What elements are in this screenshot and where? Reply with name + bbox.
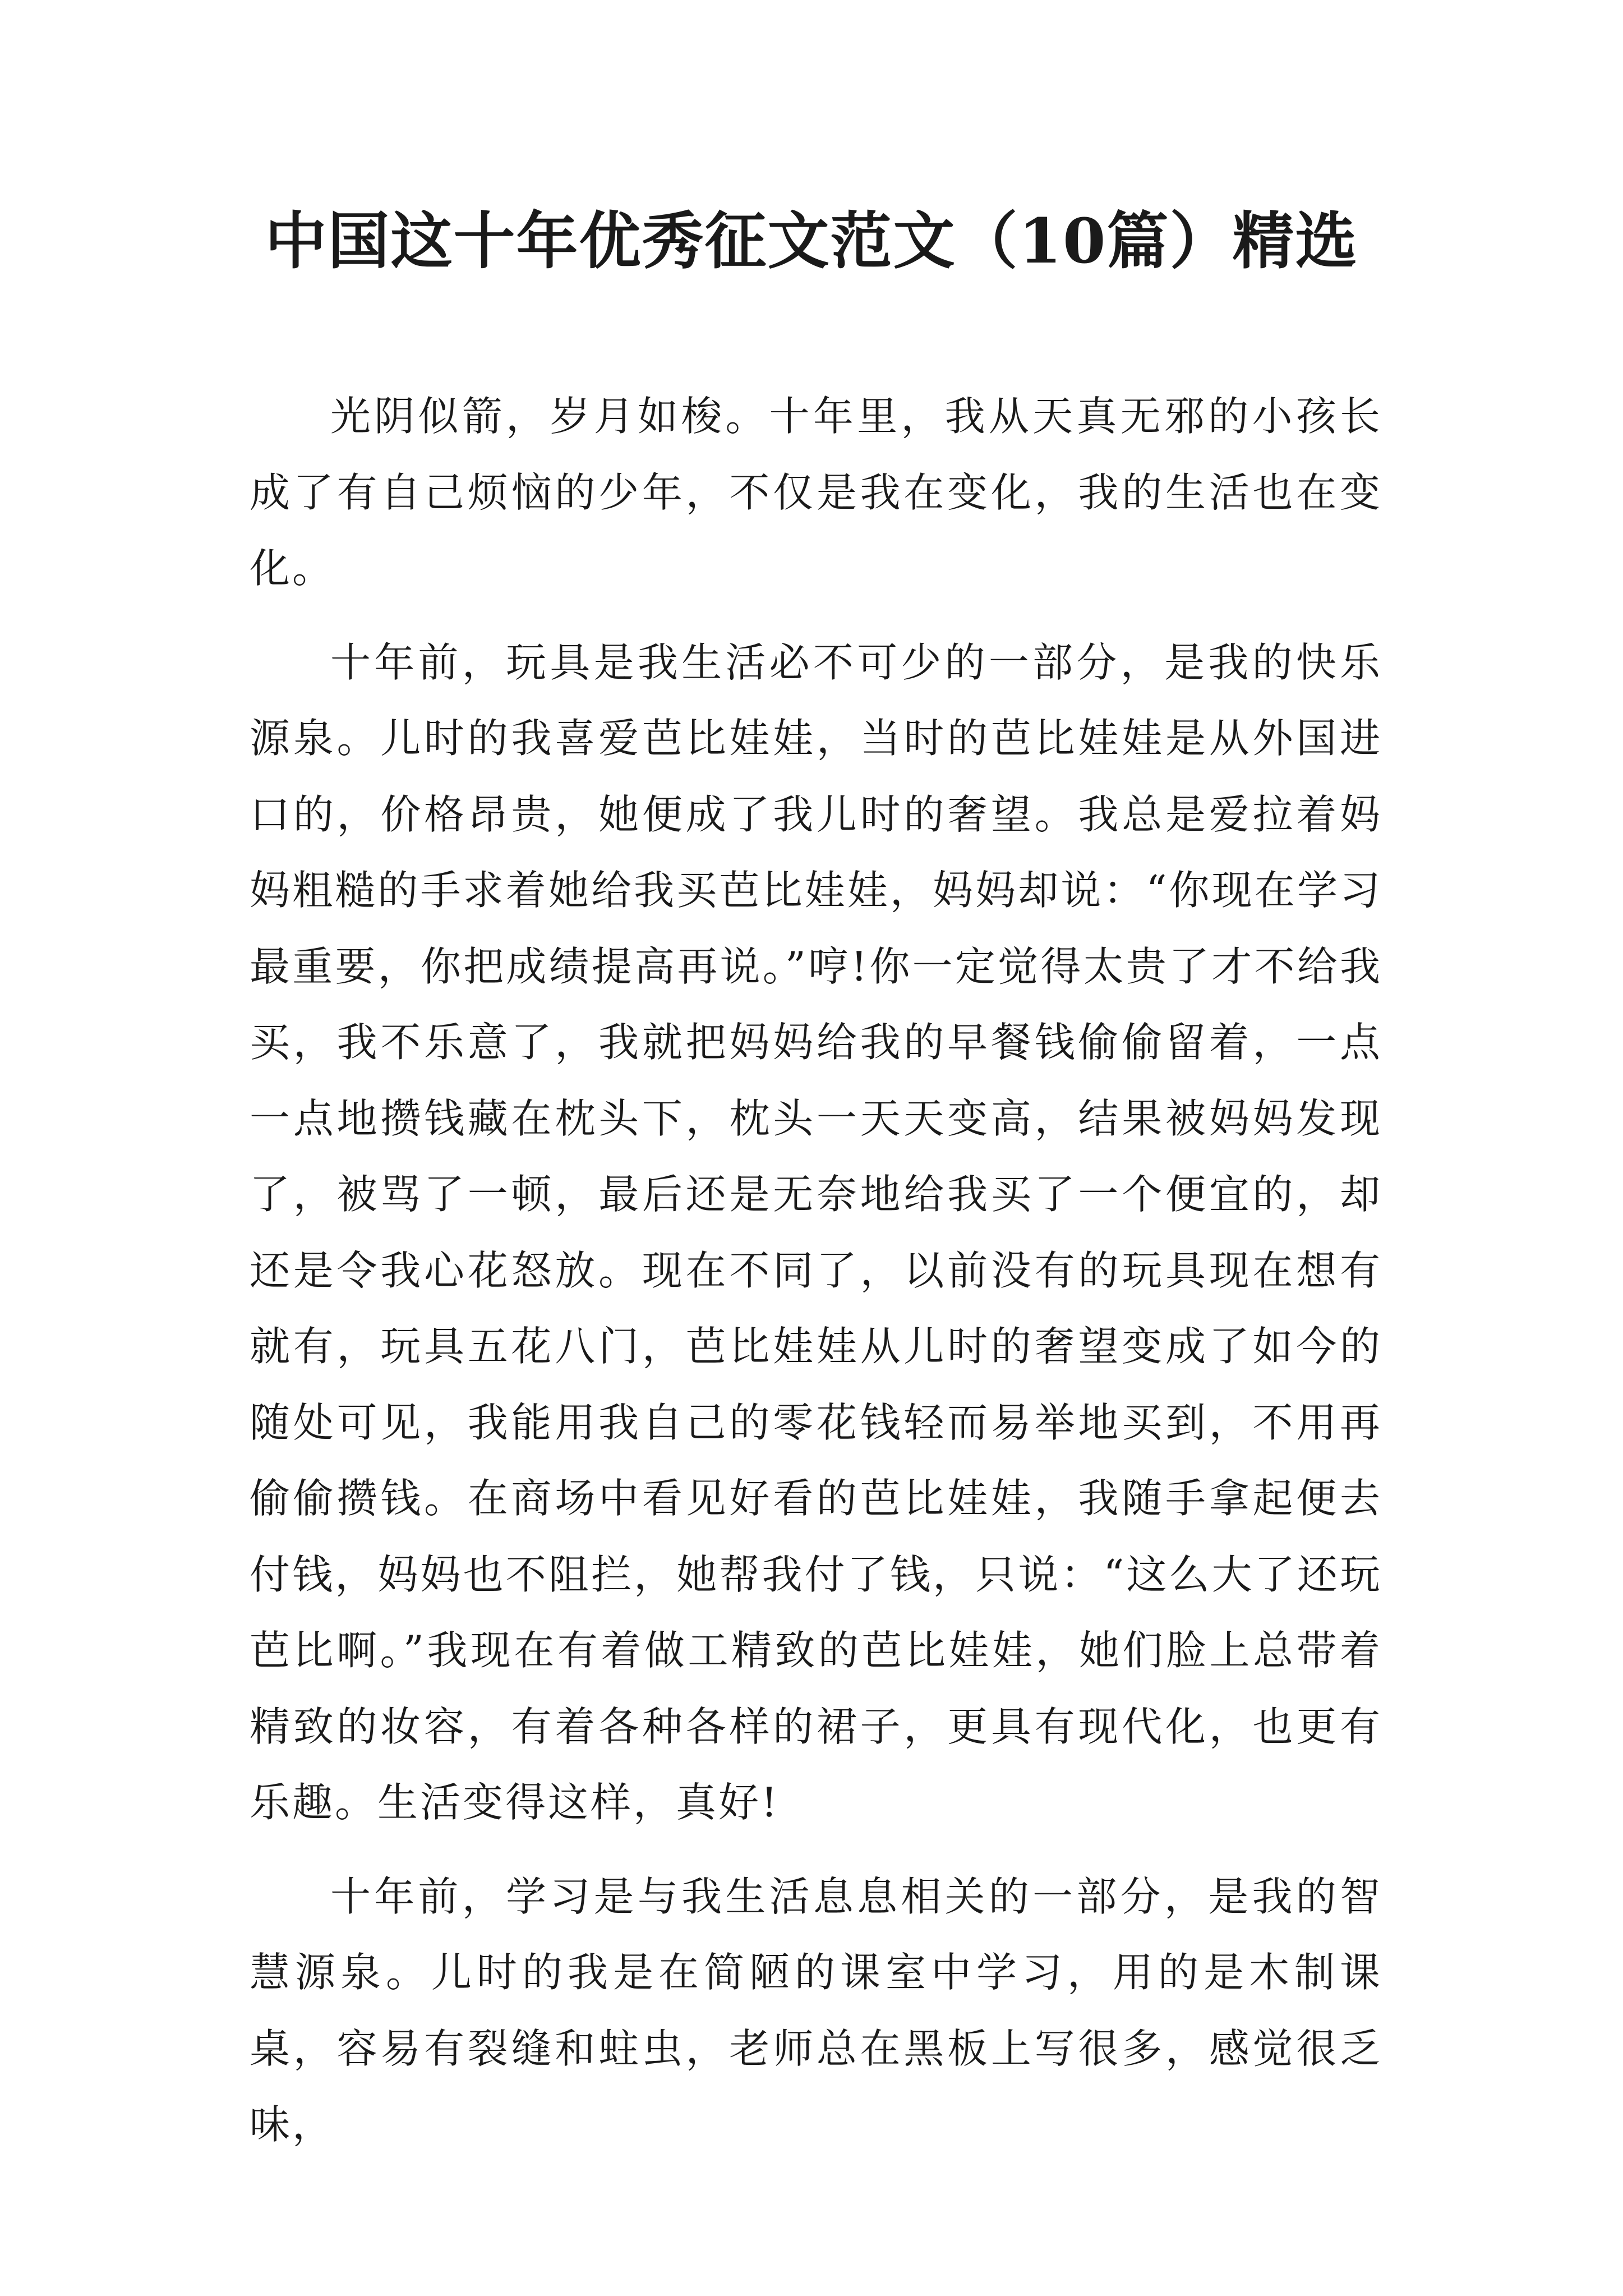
paragraph-3: 十年前，学习是与我生活息息相关的一部分，是我的智慧源泉。儿时的我是在简陋的课室中学习，用的是木制课桌，容易有裂缝和蛀虫，老师总在黑板上写很多，感觉很乏味，: [250, 1872, 1382, 2148]
article-body: [250, 379, 1382, 2163]
paragraph-1: 光阴似箭，岁月如梭。十年里，我从天真无邪的小孩长成了有自己烦恼的少年，不仅是我在变化，我的生活也在变化。: [250, 393, 1382, 592]
paragraph-2: 十年前，玩具是我生活必不可少的一部分，是我的快乐源泉。儿时的我喜爱芭比娃娃，当时的芭比娃娃是从外国进口的，价格昂贵，她便成了我儿时的奢望。我总是爱拉着妈妈粗糙的手求着她给我买芭比娃娃，妈妈却说：“你现在学习最重要，你把成绩提高再说。”哼!你一定觉得太贵了才不给我买，我不乐意了，我就把妈妈给我的早餐钱偷偷留着，一点一点地攒钱藏在枕头下，枕头一天天变高，结果被妈妈发现了，被骂了一顿，最后还是无奈地给我买了一个便宜的，却还是令我心花怒放。现在不同了，以前没有的玩具现在想有就有，玩具五花八门，芭比娃娃从儿时的奢望变成了如今的随处可见，我能用我自己的零花钱轻而易举地买到，不用再偷偷攒钱。在商场中看见好看的芭比娃娃，我随手拿起便去付钱，妈妈也不阻拦，她帮我付了钱，只说：“这么大了还玩芭比啊。”我现在有着做工精致的芭比娃娃，她们脸上总带着精致的妆容，有着各种各样的裙子，更具有现代化，也更有乐趣。生活变得这样，真好!: [250, 638, 1382, 1826]
page-title: 中国这十年优秀征文范文（10篇）精选: [265, 205, 1358, 277]
